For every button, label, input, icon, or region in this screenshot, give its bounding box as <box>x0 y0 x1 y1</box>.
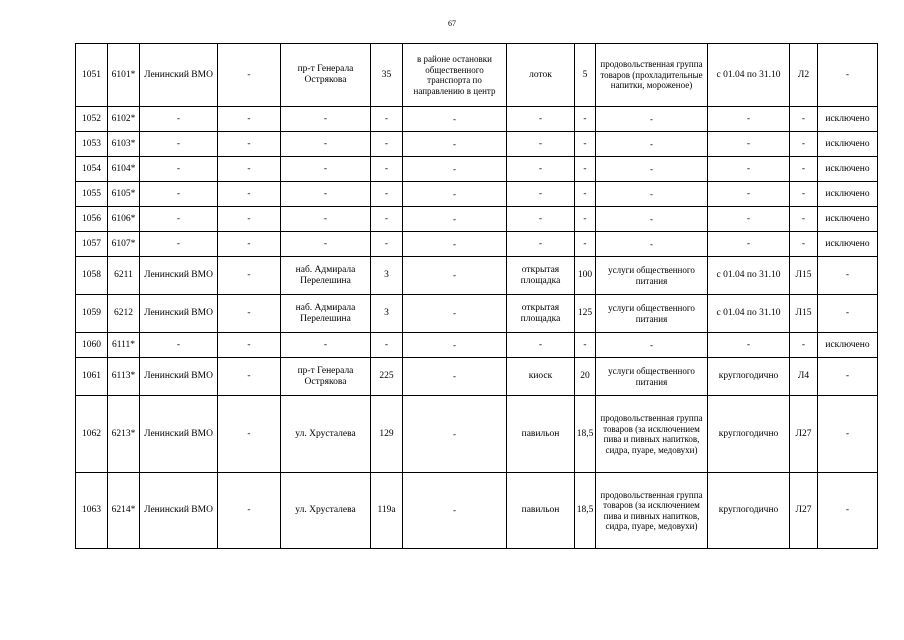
cell-landmark: - <box>403 396 507 473</box>
cell-landmark: - <box>403 333 507 358</box>
cell-specialization: - <box>596 182 708 207</box>
cell-specialization: услуги общественного питания <box>596 295 708 333</box>
cell-landmark: - <box>403 182 507 207</box>
table-row <box>76 107 878 132</box>
cell-object-type: - <box>507 182 575 207</box>
cell-column-4: - <box>218 182 281 207</box>
cell-column-4: - <box>218 396 281 473</box>
cell-district: - <box>140 107 218 132</box>
cell-specialization: - <box>596 132 708 157</box>
cell-object-type: - <box>507 207 575 232</box>
cell-street: - <box>281 333 371 358</box>
cell-house-number: - <box>371 132 403 157</box>
cell-specialization: продовольственная группа товаров (за исключением пива и пивных напитков, сидра, пуаре, медовухи) <box>596 473 708 549</box>
cell-reference: - <box>790 157 818 182</box>
cell-landmark: - <box>403 232 507 257</box>
cell-landmark: - <box>403 157 507 182</box>
cell-house-number: - <box>371 207 403 232</box>
cell-period: - <box>708 207 790 232</box>
cell-row-number: 1060 <box>76 333 108 358</box>
page-number: 67 <box>448 19 456 28</box>
cell-house-number: 225 <box>371 358 403 396</box>
cell-house-number: 35 <box>371 44 403 107</box>
cell-object-type: открытая площадка <box>507 295 575 333</box>
cell-area: 125 <box>575 295 596 333</box>
cell-house-number: 129 <box>371 396 403 473</box>
cell-object-code: 6211 <box>108 257 140 295</box>
cell-note: исключено <box>818 157 878 182</box>
cell-object-type: - <box>507 107 575 132</box>
cell-landmark: - <box>403 358 507 396</box>
cell-house-number: 119а <box>371 473 403 549</box>
cell-area: - <box>575 157 596 182</box>
cell-reference: Л15 <box>790 295 818 333</box>
cell-house-number: - <box>371 232 403 257</box>
cell-object-code: 6111* <box>108 333 140 358</box>
cell-area: - <box>575 132 596 157</box>
cell-house-number: - <box>371 333 403 358</box>
cell-area: 5 <box>575 44 596 107</box>
cell-reference: Л15 <box>790 257 818 295</box>
cell-district: - <box>140 333 218 358</box>
cell-district: Ленинский ВМО <box>140 358 218 396</box>
cell-object-code: 6103* <box>108 132 140 157</box>
cell-note: - <box>818 44 878 107</box>
cell-row-number: 1052 <box>76 107 108 132</box>
cell-area: - <box>575 182 596 207</box>
table-row <box>76 182 878 207</box>
cell-street: - <box>281 132 371 157</box>
cell-reference: - <box>790 132 818 157</box>
cell-period: - <box>708 333 790 358</box>
cell-column-4: - <box>218 107 281 132</box>
cell-landmark: - <box>403 295 507 333</box>
cell-house-number: - <box>371 157 403 182</box>
cell-row-number: 1061 <box>76 358 108 396</box>
cell-specialization: продовольственная группа товаров (за исключением пива и пивных напитков, сидра, пуаре, медовухи) <box>596 396 708 473</box>
cell-reference: - <box>790 232 818 257</box>
cell-landmark: - <box>403 107 507 132</box>
cell-period: - <box>708 107 790 132</box>
cell-street: ул. Хрусталева <box>281 473 371 549</box>
cell-specialization: услуги общественного питания <box>596 358 708 396</box>
cell-period: с 01.04 по 31.10 <box>708 44 790 107</box>
cell-note: исключено <box>818 107 878 132</box>
cell-object-type: - <box>507 232 575 257</box>
cell-street: - <box>281 232 371 257</box>
cell-specialization: - <box>596 232 708 257</box>
cell-object-type: павильон <box>507 473 575 549</box>
cell-specialization: продовольственная группа товаров (прохладительные напитки, мороженое) <box>596 44 708 107</box>
table-row <box>76 132 878 157</box>
cell-object-code: 6105* <box>108 182 140 207</box>
cell-column-4: - <box>218 132 281 157</box>
cell-object-code: 6101* <box>108 44 140 107</box>
table-row <box>76 44 878 107</box>
cell-period: круглогодично <box>708 473 790 549</box>
cell-district: - <box>140 232 218 257</box>
cell-landmark: в районе остановки общественного транспорта по направлению в центр <box>403 44 507 107</box>
cell-column-4: - <box>218 207 281 232</box>
cell-note: исключено <box>818 333 878 358</box>
cell-column-4: - <box>218 257 281 295</box>
cell-specialization: услуги общественного питания <box>596 257 708 295</box>
cell-area: - <box>575 333 596 358</box>
cell-note: исключено <box>818 207 878 232</box>
cell-reference: Л2 <box>790 44 818 107</box>
cell-column-4: - <box>218 473 281 549</box>
cell-street: пр-т Генерала Острякова <box>281 358 371 396</box>
cell-note: - <box>818 473 878 549</box>
table-row <box>76 333 878 358</box>
cell-district: Ленинский ВМО <box>140 396 218 473</box>
cell-object-code: 6212 <box>108 295 140 333</box>
cell-area: 18,5 <box>575 396 596 473</box>
cell-object-code: 6102* <box>108 107 140 132</box>
cell-house-number: - <box>371 182 403 207</box>
cell-object-type: - <box>507 132 575 157</box>
cell-note: - <box>818 358 878 396</box>
cell-period: - <box>708 182 790 207</box>
cell-note: - <box>818 295 878 333</box>
cell-area: 20 <box>575 358 596 396</box>
cell-row-number: 1051 <box>76 44 108 107</box>
cell-area: - <box>575 107 596 132</box>
cell-period: с 01.04 по 31.10 <box>708 257 790 295</box>
cell-reference: - <box>790 107 818 132</box>
cell-street: наб. Адмирала Перелешина <box>281 257 371 295</box>
cell-row-number: 1063 <box>76 473 108 549</box>
cell-district: Ленинский ВМО <box>140 473 218 549</box>
cell-column-4: - <box>218 157 281 182</box>
cell-district: - <box>140 207 218 232</box>
cell-street: - <box>281 107 371 132</box>
cell-row-number: 1055 <box>76 182 108 207</box>
cell-column-4: - <box>218 295 281 333</box>
cell-area: - <box>575 207 596 232</box>
cell-row-number: 1056 <box>76 207 108 232</box>
cell-district: - <box>140 157 218 182</box>
cell-reference: Л4 <box>790 358 818 396</box>
cell-column-4: - <box>218 358 281 396</box>
cell-house-number: - <box>371 107 403 132</box>
cell-object-type: лоток <box>507 44 575 107</box>
cell-note: исключено <box>818 132 878 157</box>
cell-landmark: - <box>403 132 507 157</box>
table-row <box>76 232 878 257</box>
cell-object-code: 6214* <box>108 473 140 549</box>
cell-area: - <box>575 232 596 257</box>
cell-street: - <box>281 207 371 232</box>
cell-note: - <box>818 257 878 295</box>
cell-row-number: 1059 <box>76 295 108 333</box>
cell-note: исключено <box>818 182 878 207</box>
cell-street: пр-т Генерала Острякова <box>281 44 371 107</box>
cell-object-code: 6113* <box>108 358 140 396</box>
cell-district: - <box>140 182 218 207</box>
cell-landmark: - <box>403 207 507 232</box>
table-row <box>76 473 878 549</box>
cell-specialization: - <box>596 333 708 358</box>
cell-object-code: 6213* <box>108 396 140 473</box>
cell-street: - <box>281 157 371 182</box>
cell-reference: Л27 <box>790 473 818 549</box>
cell-reference: Л27 <box>790 396 818 473</box>
cell-house-number: 3 <box>371 257 403 295</box>
cell-period: круглогодично <box>708 396 790 473</box>
table-row <box>76 295 878 333</box>
cell-object-code: 6106* <box>108 207 140 232</box>
cell-landmark: - <box>403 257 507 295</box>
cell-note: исключено <box>818 232 878 257</box>
cell-row-number: 1058 <box>76 257 108 295</box>
cell-note: - <box>818 396 878 473</box>
cell-landmark: - <box>403 473 507 549</box>
cell-district: - <box>140 132 218 157</box>
cell-object-type: павильон <box>507 396 575 473</box>
cell-specialization: - <box>596 107 708 132</box>
cell-object-type: - <box>507 157 575 182</box>
cell-object-code: 6107* <box>108 232 140 257</box>
cell-object-type: киоск <box>507 358 575 396</box>
cell-row-number: 1054 <box>76 157 108 182</box>
table-row <box>76 358 878 396</box>
cell-district: Ленинский ВМО <box>140 295 218 333</box>
cell-row-number: 1062 <box>76 396 108 473</box>
cell-object-code: 6104* <box>108 157 140 182</box>
cell-row-number: 1057 <box>76 232 108 257</box>
cell-reference: - <box>790 207 818 232</box>
cell-row-number: 1053 <box>76 132 108 157</box>
cell-street: ул. Хрусталева <box>281 396 371 473</box>
cell-specialization: - <box>596 157 708 182</box>
cell-period: с 01.04 по 31.10 <box>708 295 790 333</box>
cell-object-type: - <box>507 333 575 358</box>
cell-district: Ленинский ВМО <box>140 257 218 295</box>
register-table <box>75 43 878 549</box>
cell-period: - <box>708 157 790 182</box>
table-row <box>76 396 878 473</box>
cell-column-4: - <box>218 232 281 257</box>
cell-house-number: 3 <box>371 295 403 333</box>
table-row <box>76 257 878 295</box>
table-row <box>76 207 878 232</box>
cell-period: - <box>708 132 790 157</box>
cell-reference: - <box>790 182 818 207</box>
cell-period: круглогодично <box>708 358 790 396</box>
table-row <box>76 157 878 182</box>
cell-area: 18,5 <box>575 473 596 549</box>
cell-area: 100 <box>575 257 596 295</box>
cell-object-type: открытая площадка <box>507 257 575 295</box>
cell-period: - <box>708 232 790 257</box>
cell-district: Ленинский ВМО <box>140 44 218 107</box>
cell-column-4: - <box>218 44 281 107</box>
cell-street: наб. Адмирала Перелешина <box>281 295 371 333</box>
cell-street: - <box>281 182 371 207</box>
cell-specialization: - <box>596 207 708 232</box>
cell-reference: - <box>790 333 818 358</box>
cell-column-4: - <box>218 333 281 358</box>
